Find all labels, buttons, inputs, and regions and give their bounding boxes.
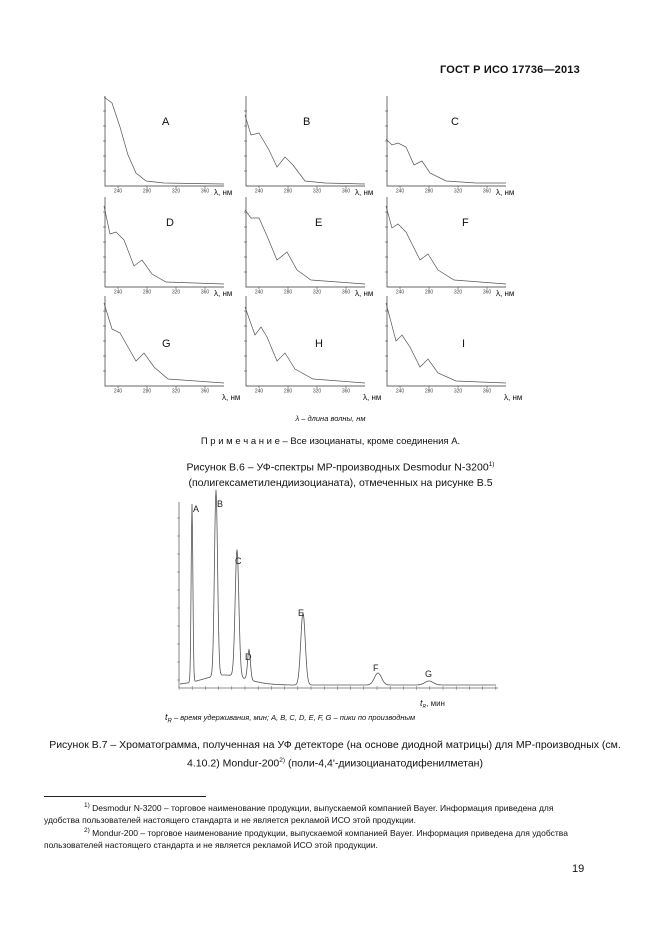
spectrum-x-tick-label: 240	[113, 188, 123, 195]
spectrum-label-f: F	[462, 217, 469, 229]
spectrum-x-tick-label: 320	[171, 388, 181, 395]
spectrum-x-tick-label: 280	[283, 388, 293, 395]
spectrum-panel-b	[245, 96, 374, 197]
footnote-ref-1: 1)	[488, 461, 495, 468]
spectrum-curve	[245, 307, 365, 383]
spectrum-x-tick-label: 240	[395, 188, 405, 195]
figure-b6-caption	[110, 457, 571, 491]
spectrum-x-tick-label: 280	[424, 188, 434, 195]
spectrum-label-c: C	[451, 116, 459, 128]
spectrum-x-tick-label: 320	[453, 188, 463, 195]
figure-b7-caption: Рисунок В.7 – Хроматограмма, полученная на УФ детекторе (на основе диодной матрицы) для МР-производных (см. 4.10.2) Mondur-200$^{2)}$ (поли-4,4'-диизоцианатодифенилметан)	[49, 739, 621, 770]
spectrum-panel-a	[104, 96, 233, 197]
chromatogram-legend: $t_R$ – время удерживания, мин; A, B, C, D, E, F, G – пики по производным	[165, 712, 416, 725]
figure-b6-caption-main: Рисунок В.6 – УФ-спектры МР-производных Desmodur N-3200	[186, 461, 489, 474]
spectrum-x-tick-label: 360	[341, 388, 351, 395]
footnote-ref-2: 2)	[279, 757, 286, 764]
spectrum-x-tick-label: 280	[283, 188, 293, 195]
spectrum-panel-g	[104, 296, 241, 402]
spectrum-x-tick-label: 280	[424, 388, 434, 395]
page-number: 19	[572, 863, 585, 875]
spectrum-x-tick-label: 320	[453, 388, 463, 395]
chromatogram-trace	[180, 490, 496, 685]
figure-b6-caption-line2: (полигексаметилендиизоцианата), отмеченных на рисунке В.5	[188, 476, 493, 489]
peak-label-e: E	[298, 608, 305, 618]
spectrum-x-tick-label: 240	[254, 289, 264, 296]
spectrum-x-tick-label: 280	[424, 289, 434, 296]
footnote-1: $^{1)}$ Desmodur N-3200 – торговое наименование продукции, выпускаемой компанией Bayer. Информация приведена для удобства пользователей настоящего стандарта и не является рекламой ИСО этой продукции.	[44, 802, 554, 825]
peak-label-f: F	[373, 663, 379, 673]
spectrum-x-tick-label: 240	[113, 388, 123, 395]
footnote-divider	[44, 796, 206, 797]
spectrum-curve	[104, 206, 224, 284]
peak-label-a: A	[193, 504, 200, 514]
spectrum-x-label: λ, нм	[496, 188, 515, 197]
spectrum-x-label: λ, нм	[363, 393, 382, 402]
spectrum-curve	[386, 206, 506, 284]
spectrum-axes	[105, 96, 224, 186]
peak-label-d: D	[245, 652, 252, 662]
spectrum-label-a: A	[162, 116, 170, 128]
spectrum-x-tick-label: 360	[200, 289, 210, 296]
spectrum-x-label: λ, нм	[214, 289, 233, 298]
document-header: ГОСТ Р ИСО 17736—2013	[440, 64, 580, 76]
spectrum-panel-i	[386, 296, 523, 402]
spectrum-label-e: E	[315, 217, 323, 229]
spectrum-x-tick-label: 280	[142, 188, 152, 195]
spectrum-axes	[105, 197, 224, 287]
spectrum-x-label: λ, нм	[496, 289, 515, 298]
spectrum-x-tick-label: 280	[142, 289, 152, 296]
spectrum-panel-c	[386, 96, 515, 197]
spectrum-x-tick-label: 360	[482, 289, 492, 296]
chromatogram	[170, 498, 500, 710]
spectrum-x-tick-label: 240	[395, 388, 405, 395]
spectrum-axes	[246, 197, 365, 287]
spectrum-x-label: λ, нм	[504, 393, 523, 402]
spectrum-x-tick-label: 280	[283, 289, 293, 296]
spectrum-x-label: λ, нм	[355, 188, 374, 197]
spectrum-x-tick-label: 240	[395, 289, 405, 296]
spectrum-x-tick-label: 320	[312, 388, 322, 395]
spectrum-x-tick-label: 320	[171, 289, 181, 296]
spectrum-axes	[387, 296, 506, 386]
spectrum-x-tick-label: 360	[482, 388, 492, 395]
peak-label-c: C	[235, 556, 242, 566]
spectrum-x-tick-label: 320	[171, 188, 181, 195]
spectrum-panel-e	[245, 197, 374, 298]
peak-label-b: B	[217, 499, 224, 509]
spectrum-x-tick-label: 360	[341, 188, 351, 195]
spectrum-x-tick-label: 240	[254, 188, 264, 195]
spectrum-x-tick-label: 280	[142, 388, 152, 395]
spectrum-x-tick-label: 360	[200, 188, 210, 195]
spectrum-curve	[386, 139, 506, 183]
spectrum-axes	[246, 296, 365, 386]
spectrum-axes	[387, 197, 506, 287]
spectrum-x-label: λ, нм	[214, 188, 233, 197]
spectrum-x-tick-label: 240	[113, 289, 123, 296]
spectrum-x-label: λ, нм	[355, 289, 374, 298]
spectrum-x-tick-label: 240	[254, 388, 264, 395]
spectrum-label-g: G	[162, 338, 171, 350]
spectrum-panel-h	[245, 296, 382, 402]
spectrum-x-label: λ, нм	[222, 393, 241, 402]
wavelength-axis-note: λ – длина волны, нм	[295, 414, 366, 423]
spectrum-curve	[104, 97, 224, 184]
spectrum-panel-d	[104, 197, 233, 298]
spectrum-curve	[245, 210, 365, 284]
spectrum-axes	[387, 96, 506, 186]
spectrum-plot	[245, 296, 373, 395]
spectrum-x-tick-label: 320	[312, 188, 322, 195]
spectrum-x-tick-label: 320	[453, 289, 463, 296]
figure-note: П р и м е ч а н и е – Все изоцианаты, кроме соединения А.	[200, 436, 461, 447]
spectrum-curve	[386, 303, 506, 383]
spectrum-panel-f	[386, 197, 515, 298]
spectrum-x-tick-label: 320	[312, 289, 322, 296]
spectrum-x-tick-label: 360	[482, 188, 492, 195]
peak-label-g: G	[425, 669, 433, 679]
spectrum-plot	[386, 296, 514, 395]
footnote-2: $^{2)}$ Mondur-200 – торговое наименование продукции, выпускаемой компанией Bayer. Информация приведена для удобства пользователей настоящего стандарта и не является рекламой ИСО этой продукции.	[44, 827, 568, 850]
spectrum-label-h: H	[315, 338, 323, 350]
spectrum-label-b: B	[303, 116, 311, 128]
chromatogram-x-label: $t_R$, мин	[420, 698, 445, 710]
spectrum-x-tick-label: 360	[200, 388, 210, 395]
spectrum-label-d: D	[166, 217, 174, 229]
spectrum-x-tick-label: 360	[341, 289, 351, 296]
chromatogram-plot	[170, 498, 500, 710]
spectrum-label-i: I	[462, 338, 466, 350]
chromatogram-y-ticks	[177, 518, 180, 680]
